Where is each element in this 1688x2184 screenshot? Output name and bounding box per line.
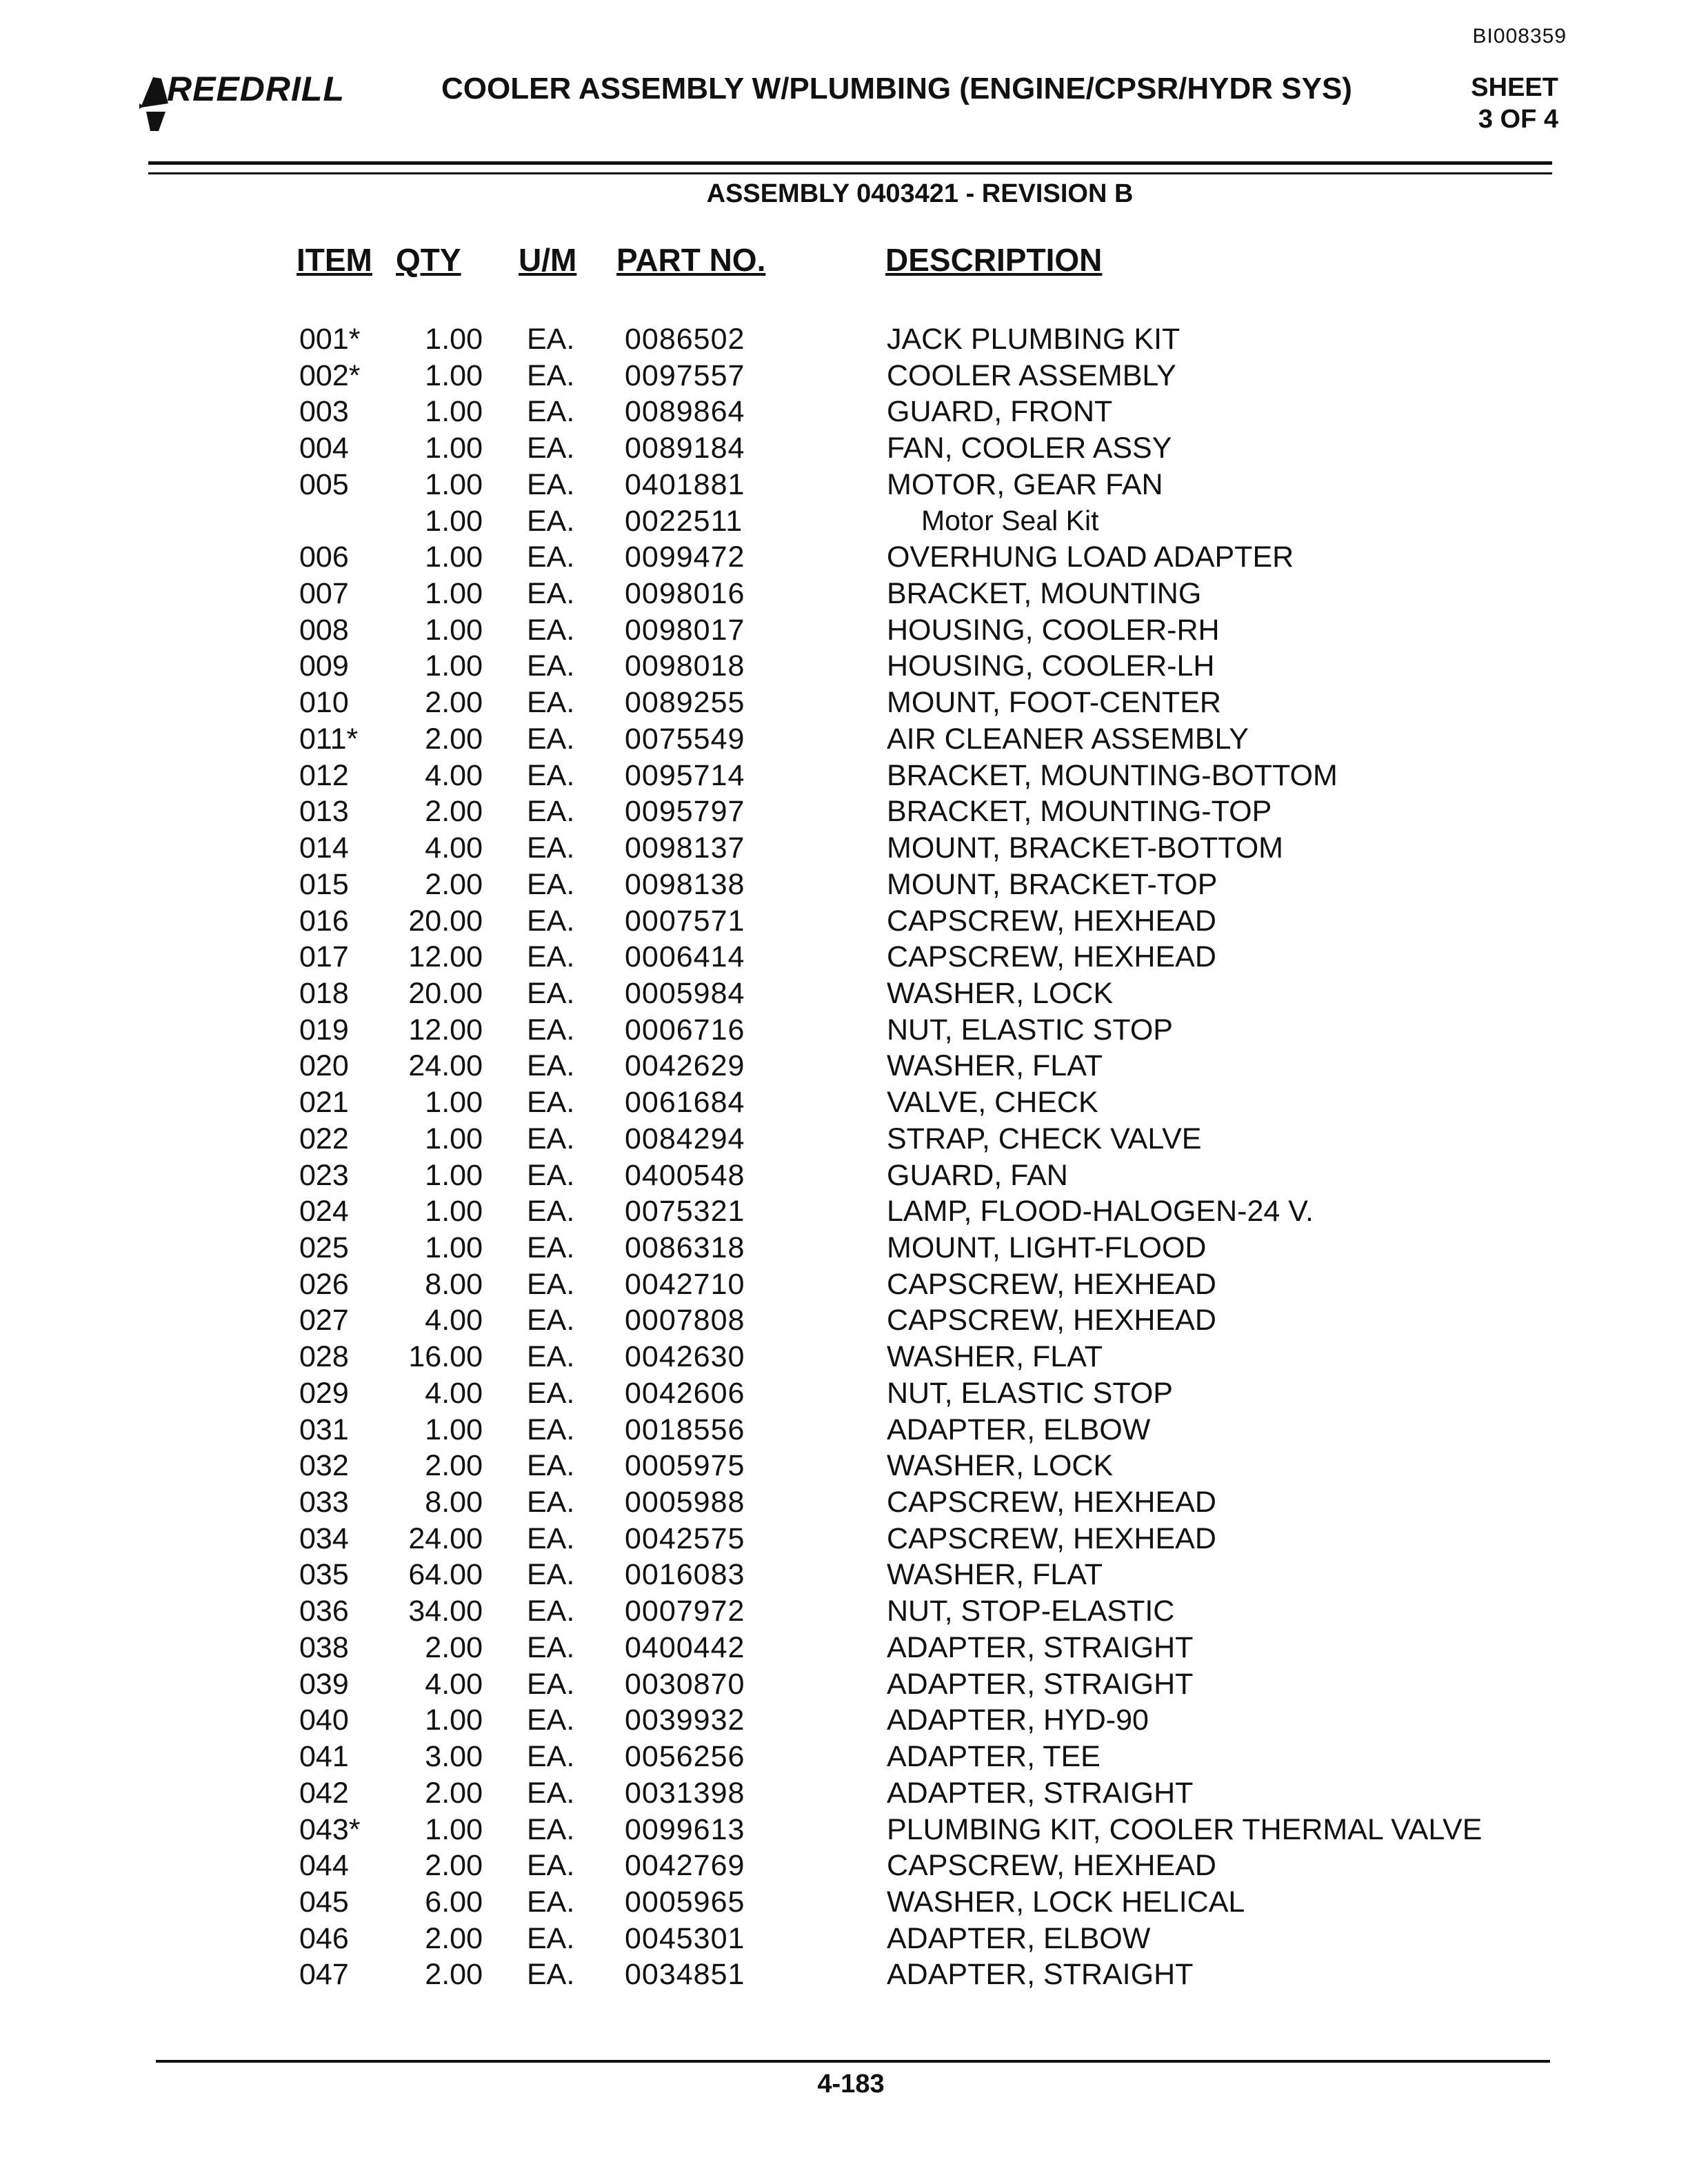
part-number: 0400442 xyxy=(625,1630,745,1664)
table-row xyxy=(0,868,1688,904)
quantity: 1.00 xyxy=(425,323,483,356)
unit-of-measure: EA. xyxy=(527,504,575,538)
description: HOUSING, COOLER-RH xyxy=(887,613,1220,647)
item-number: 038 xyxy=(299,1630,349,1664)
quantity: 1.00 xyxy=(425,1195,483,1228)
table-row xyxy=(0,395,1688,432)
sheet-label: SHEET xyxy=(1471,73,1558,102)
part-number: 0016083 xyxy=(625,1558,745,1592)
part-number: 0097557 xyxy=(625,358,745,392)
unit-of-measure: EA. xyxy=(527,1812,575,1846)
part-number: 0401881 xyxy=(625,467,745,501)
description: CAPSCREW, HEXHEAD xyxy=(887,904,1216,938)
unit-of-measure: EA. xyxy=(527,1703,575,1737)
quantity: 1.00 xyxy=(425,577,483,611)
footer-rule xyxy=(156,2060,1550,2063)
item-number: 022 xyxy=(299,1122,349,1155)
table-row xyxy=(0,1777,1688,1813)
item-number: 004 xyxy=(299,432,349,465)
description: HOUSING, COOLER-LH xyxy=(887,649,1215,683)
quantity: 1.00 xyxy=(425,432,483,465)
item-number: 046 xyxy=(299,1921,349,1955)
quantity: 1.00 xyxy=(425,649,483,683)
unit-of-measure: EA. xyxy=(527,867,575,901)
quantity: 8.00 xyxy=(425,1486,483,1519)
table-row xyxy=(0,1486,1688,1522)
part-number: 0099472 xyxy=(625,540,745,574)
part-number: 0086318 xyxy=(625,1231,745,1264)
table-row xyxy=(0,759,1688,796)
table-row xyxy=(0,1740,1688,1777)
column-header-qty: QTY xyxy=(396,242,461,278)
item-number: 001* xyxy=(299,323,361,356)
description: ADAPTER, ELBOW xyxy=(887,1413,1151,1446)
part-number: 0022511 xyxy=(625,504,743,538)
description: CAPSCREW, HEXHEAD xyxy=(887,1267,1216,1301)
part-number: 0045301 xyxy=(625,1921,745,1955)
item-number: 029 xyxy=(299,1376,349,1410)
brand-logo xyxy=(138,69,372,138)
description: MOUNT, FOOT-CENTER xyxy=(887,686,1221,720)
part-number: 0005965 xyxy=(625,1885,745,1919)
part-number: 0034851 xyxy=(625,1958,745,1992)
part-number: 0005984 xyxy=(625,976,745,1010)
table-row xyxy=(0,1159,1688,1195)
quantity: 4.00 xyxy=(425,1376,483,1410)
part-number: 0061684 xyxy=(625,1086,745,1120)
table-row xyxy=(0,649,1688,686)
part-number: 0042769 xyxy=(625,1849,745,1883)
item-number: 003 xyxy=(299,395,349,429)
unit-of-measure: EA. xyxy=(527,831,575,865)
quantity: 8.00 xyxy=(425,1267,483,1301)
table-row xyxy=(0,1195,1688,1231)
table-row xyxy=(0,1377,1688,1413)
table-row xyxy=(0,1595,1688,1631)
item-number: 023 xyxy=(299,1158,349,1192)
unit-of-measure: EA. xyxy=(527,976,575,1010)
unit-of-measure: EA. xyxy=(527,1122,575,1155)
table-row xyxy=(0,1304,1688,1340)
table-row xyxy=(0,1013,1688,1050)
unit-of-measure: EA. xyxy=(527,1521,575,1555)
column-header-item: ITEM xyxy=(297,242,372,278)
item-number: 028 xyxy=(299,1340,349,1374)
part-number: 0089255 xyxy=(625,686,745,720)
item-number: 014 xyxy=(299,831,349,865)
assembly-heading: ASSEMBLY 0403421 - REVISION B xyxy=(706,179,1134,208)
quantity: 4.00 xyxy=(425,1304,483,1337)
part-number: 0089184 xyxy=(625,432,745,465)
quantity: 4.00 xyxy=(425,831,483,865)
quantity: 1.00 xyxy=(425,540,483,574)
quantity: 1.00 xyxy=(425,467,483,501)
unit-of-measure: EA. xyxy=(527,1049,575,1083)
item-number: 039 xyxy=(299,1667,349,1701)
part-number: 0089864 xyxy=(625,395,745,429)
unit-of-measure: EA. xyxy=(527,1958,575,1992)
description: CAPSCREW, HEXHEAD xyxy=(887,1521,1216,1555)
description: ADAPTER, STRAIGHT xyxy=(887,1776,1194,1810)
description: AIR CLEANER ASSEMBLY xyxy=(887,722,1249,756)
part-number: 0098138 xyxy=(625,867,745,901)
table-row xyxy=(0,1703,1688,1740)
table-row xyxy=(0,1849,1688,1885)
unit-of-measure: EA. xyxy=(527,1595,575,1628)
table-row xyxy=(0,1558,1688,1595)
item-number: 042 xyxy=(299,1776,349,1810)
part-number: 0006414 xyxy=(625,940,745,974)
table-row xyxy=(0,359,1688,396)
quantity: 4.00 xyxy=(425,758,483,792)
part-number: 0099613 xyxy=(625,1812,745,1846)
description: WASHER, LOCK HELICAL xyxy=(887,1885,1245,1919)
part-number: 0095797 xyxy=(625,795,745,829)
quantity: 1.00 xyxy=(425,1703,483,1737)
unit-of-measure: EA. xyxy=(527,1558,575,1592)
item-number: 035 xyxy=(299,1558,349,1592)
quantity: 2.00 xyxy=(425,867,483,901)
unit-of-measure: EA. xyxy=(527,1267,575,1301)
part-number: 0018556 xyxy=(625,1413,745,1446)
item-number: 005 xyxy=(299,467,349,501)
unit-of-measure: EA. xyxy=(527,432,575,465)
table-row xyxy=(0,795,1688,831)
item-number: 025 xyxy=(299,1231,349,1264)
quantity: 1.00 xyxy=(425,1158,483,1192)
part-number: 0098016 xyxy=(625,577,745,611)
table-row xyxy=(0,432,1688,468)
description: ADAPTER, STRAIGHT xyxy=(887,1630,1194,1664)
part-number: 0042629 xyxy=(625,1049,745,1083)
item-number: 016 xyxy=(299,904,349,938)
table-row xyxy=(0,1885,1688,1922)
item-number: 020 xyxy=(299,1049,349,1083)
table-row xyxy=(0,468,1688,505)
table-row xyxy=(0,1668,1688,1704)
item-number: 021 xyxy=(299,1086,349,1120)
table-row xyxy=(0,1086,1688,1122)
part-number: 0095714 xyxy=(625,758,745,792)
quantity: 1.00 xyxy=(425,358,483,392)
unit-of-measure: EA. xyxy=(527,1158,575,1192)
description: WASHER, LOCK xyxy=(887,1449,1114,1483)
part-number: 0042710 xyxy=(625,1267,745,1301)
table-row xyxy=(0,1631,1688,1668)
description: GUARD, FRONT xyxy=(887,395,1113,429)
part-number: 0007571 xyxy=(625,904,745,938)
quantity: 2.00 xyxy=(425,1958,483,1992)
item-number: 032 xyxy=(299,1449,349,1483)
description: CAPSCREW, HEXHEAD xyxy=(887,1849,1216,1883)
quantity: 2.00 xyxy=(425,795,483,829)
part-number: 0005975 xyxy=(625,1449,745,1483)
unit-of-measure: EA. xyxy=(527,722,575,756)
description: ADAPTER, HYD-90 xyxy=(887,1703,1149,1737)
quantity: 3.00 xyxy=(425,1740,483,1774)
part-number: 0006716 xyxy=(625,1013,745,1046)
item-number: 012 xyxy=(299,758,349,792)
part-number: 0098017 xyxy=(625,613,745,647)
quantity: 2.00 xyxy=(425,1921,483,1955)
unit-of-measure: EA. xyxy=(527,577,575,611)
quantity: 2.00 xyxy=(425,686,483,720)
description: OVERHUNG LOAD ADAPTER xyxy=(887,540,1294,574)
description: ADAPTER, TEE xyxy=(887,1740,1101,1774)
item-number: 011* xyxy=(299,722,359,756)
drill-rig-icon xyxy=(138,72,171,134)
description: VALVE, CHECK xyxy=(887,1086,1098,1120)
unit-of-measure: EA. xyxy=(527,1195,575,1228)
item-number: 010 xyxy=(299,686,349,720)
table-row xyxy=(0,1340,1688,1377)
table-row xyxy=(0,1413,1688,1450)
part-number: 0400548 xyxy=(625,1158,745,1192)
item-number: 019 xyxy=(299,1013,349,1046)
quantity: 64.00 xyxy=(408,1558,483,1592)
description: WASHER, FLAT xyxy=(887,1558,1103,1592)
page-number: 4-183 xyxy=(817,2070,885,2099)
table-row xyxy=(0,323,1688,359)
table-row xyxy=(0,940,1688,977)
table-row xyxy=(0,505,1688,541)
quantity: 1.00 xyxy=(425,1086,483,1120)
item-number: 034 xyxy=(299,1521,349,1555)
part-number: 0056256 xyxy=(625,1740,745,1774)
part-number: 0075321 xyxy=(625,1195,745,1228)
item-number: 017 xyxy=(299,940,349,974)
quantity: 2.00 xyxy=(425,722,483,756)
item-number: 044 xyxy=(299,1849,349,1883)
unit-of-measure: EA. xyxy=(527,395,575,429)
unit-of-measure: EA. xyxy=(527,1340,575,1374)
item-number: 036 xyxy=(299,1595,349,1628)
description: NUT, STOP-ELASTIC xyxy=(887,1595,1175,1628)
quantity: 20.00 xyxy=(408,976,483,1010)
item-number: 008 xyxy=(299,613,349,647)
table-row xyxy=(0,1958,1688,1994)
table-row xyxy=(0,904,1688,941)
unit-of-measure: EA. xyxy=(527,940,575,974)
description: CAPSCREW, HEXHEAD xyxy=(887,1304,1216,1337)
part-number: 0042630 xyxy=(625,1340,745,1374)
unit-of-measure: EA. xyxy=(527,1486,575,1519)
table-row xyxy=(0,1049,1688,1086)
quantity: 34.00 xyxy=(408,1595,483,1628)
part-number: 0098018 xyxy=(625,649,745,683)
item-number: 009 xyxy=(299,649,349,683)
unit-of-measure: EA. xyxy=(527,358,575,392)
column-header-um: U/M xyxy=(519,242,577,278)
document-id: BI008359 xyxy=(1472,25,1567,48)
unit-of-measure: EA. xyxy=(527,1304,575,1337)
description: GUARD, FAN xyxy=(887,1158,1068,1192)
unit-of-measure: EA. xyxy=(527,1086,575,1120)
unit-of-measure: EA. xyxy=(527,649,575,683)
unit-of-measure: EA. xyxy=(527,795,575,829)
sheet-indicator xyxy=(1471,72,1558,135)
part-number: 0039932 xyxy=(625,1703,745,1737)
brand-name: REEDRILL xyxy=(167,70,345,108)
part-number: 0007808 xyxy=(625,1304,745,1337)
quantity: 1.00 xyxy=(425,504,483,538)
quantity: 12.00 xyxy=(408,1013,483,1046)
item-number: 002* xyxy=(299,358,361,392)
column-header-description: DESCRIPTION xyxy=(885,242,1103,278)
part-number: 0031398 xyxy=(625,1776,745,1810)
description: ADAPTER, STRAIGHT xyxy=(887,1958,1194,1992)
unit-of-measure: EA. xyxy=(527,323,575,356)
sheet-count: 3 OF 4 xyxy=(1478,105,1558,134)
quantity: 4.00 xyxy=(425,1667,483,1701)
unit-of-measure: EA. xyxy=(527,1667,575,1701)
unit-of-measure: EA. xyxy=(527,540,575,574)
unit-of-measure: EA. xyxy=(527,1013,575,1046)
document-title: COOLER ASSEMBLY W/PLUMBING (ENGINE/CPSR/HYDR SYS) xyxy=(441,72,1352,105)
quantity: 12.00 xyxy=(408,940,483,974)
item-number: 045 xyxy=(299,1885,349,1919)
unit-of-measure: EA. xyxy=(527,1740,575,1774)
unit-of-measure: EA. xyxy=(527,1630,575,1664)
part-number: 0098137 xyxy=(625,831,745,865)
unit-of-measure: EA. xyxy=(527,1449,575,1483)
item-number: 024 xyxy=(299,1195,349,1228)
unit-of-measure: EA. xyxy=(527,758,575,792)
header-rule-thick xyxy=(148,161,1552,165)
description: CAPSCREW, HEXHEAD xyxy=(887,1486,1216,1519)
description: PLUMBING KIT, COOLER THERMAL VALVE xyxy=(887,1812,1483,1846)
part-number: 0030870 xyxy=(625,1667,745,1701)
description: NUT, ELASTIC STOP xyxy=(887,1376,1173,1410)
description: MOUNT, LIGHT-FLOOD xyxy=(887,1231,1207,1264)
item-number: 015 xyxy=(299,867,349,901)
quantity: 2.00 xyxy=(425,1849,483,1883)
unit-of-measure: EA. xyxy=(527,1776,575,1810)
description: BRACKET, MOUNTING-BOTTOM xyxy=(887,758,1338,792)
unit-of-measure: EA. xyxy=(527,904,575,938)
unit-of-measure: EA. xyxy=(527,1376,575,1410)
quantity: 1.00 xyxy=(425,1122,483,1155)
quantity: 6.00 xyxy=(425,1885,483,1919)
unit-of-measure: EA. xyxy=(527,1885,575,1919)
item-number: 040 xyxy=(299,1703,349,1737)
unit-of-measure: EA. xyxy=(527,1921,575,1955)
header-rule-thin xyxy=(148,172,1552,174)
item-number: 013 xyxy=(299,795,349,829)
quantity: 24.00 xyxy=(408,1521,483,1555)
description: FAN, COOLER ASSY xyxy=(887,432,1172,465)
description: LAMP, FLOOD-HALOGEN-24 V. xyxy=(887,1195,1314,1228)
description: BRACKET, MOUNTING-TOP xyxy=(887,795,1272,829)
description: JACK PLUMBING KIT xyxy=(887,323,1180,356)
description: MOTOR, GEAR FAN xyxy=(887,467,1163,501)
column-header-part-no: PART NO. xyxy=(616,242,766,278)
table-row xyxy=(0,722,1688,759)
description: COOLER ASSEMBLY xyxy=(887,358,1176,392)
quantity: 1.00 xyxy=(425,613,483,647)
item-number: 018 xyxy=(299,976,349,1010)
quantity: 1.00 xyxy=(425,1231,483,1264)
description: CAPSCREW, HEXHEAD xyxy=(887,940,1216,974)
item-number: 026 xyxy=(299,1267,349,1301)
quantity: 2.00 xyxy=(425,1630,483,1664)
description: WASHER, FLAT xyxy=(887,1340,1103,1374)
description: ADAPTER, ELBOW xyxy=(887,1921,1151,1955)
part-number: 0007972 xyxy=(625,1595,745,1628)
item-number: 027 xyxy=(299,1304,349,1337)
description: ADAPTER, STRAIGHT xyxy=(887,1667,1194,1701)
part-number: 0005988 xyxy=(625,1486,745,1519)
description: STRAP, CHECK VALVE xyxy=(887,1122,1202,1155)
part-number: 0086502 xyxy=(625,323,745,356)
table-row xyxy=(0,540,1688,577)
table-row xyxy=(0,577,1688,614)
part-number: 0075549 xyxy=(625,722,745,756)
unit-of-measure: EA. xyxy=(527,1413,575,1446)
item-number: 043* xyxy=(299,1812,361,1846)
item-number: 047 xyxy=(299,1958,349,1992)
quantity: 2.00 xyxy=(425,1776,483,1810)
description: MOUNT, BRACKET-TOP xyxy=(887,867,1218,901)
description: BRACKET, MOUNTING xyxy=(887,577,1202,611)
table-row xyxy=(0,1122,1688,1159)
quantity: 1.00 xyxy=(425,1812,483,1846)
part-number: 0084294 xyxy=(625,1122,745,1155)
table-row xyxy=(0,1268,1688,1304)
quantity: 20.00 xyxy=(408,904,483,938)
item-number: 031 xyxy=(299,1413,349,1446)
unit-of-measure: EA. xyxy=(527,686,575,720)
table-row xyxy=(0,1813,1688,1850)
quantity: 16.00 xyxy=(408,1340,483,1374)
description: NUT, ELASTIC STOP xyxy=(887,1013,1173,1046)
table-row xyxy=(0,1231,1688,1268)
quantity: 24.00 xyxy=(408,1049,483,1083)
item-number: 033 xyxy=(299,1486,349,1519)
quantity: 1.00 xyxy=(425,1413,483,1446)
description: WASHER, FLAT xyxy=(887,1049,1103,1083)
part-number: 0042575 xyxy=(625,1521,745,1555)
part-number: 0042606 xyxy=(625,1376,745,1410)
table-row xyxy=(0,977,1688,1013)
unit-of-measure: EA. xyxy=(527,1231,575,1264)
description: Motor Seal Kit xyxy=(921,504,1099,536)
table-row xyxy=(0,1449,1688,1486)
item-number: 007 xyxy=(299,577,349,611)
table-row xyxy=(0,686,1688,722)
quantity: 2.00 xyxy=(425,1449,483,1483)
unit-of-measure: EA. xyxy=(527,1849,575,1883)
table-row xyxy=(0,1922,1688,1959)
description: WASHER, LOCK xyxy=(887,976,1114,1010)
description: MOUNT, BRACKET-BOTTOM xyxy=(887,831,1283,865)
unit-of-measure: EA. xyxy=(527,613,575,647)
table-row xyxy=(0,614,1688,650)
item-number: 041 xyxy=(299,1740,349,1774)
table-row xyxy=(0,831,1688,868)
table-row xyxy=(0,1522,1688,1559)
item-number: 006 xyxy=(299,540,349,574)
unit-of-measure: EA. xyxy=(527,467,575,501)
quantity: 1.00 xyxy=(425,395,483,429)
